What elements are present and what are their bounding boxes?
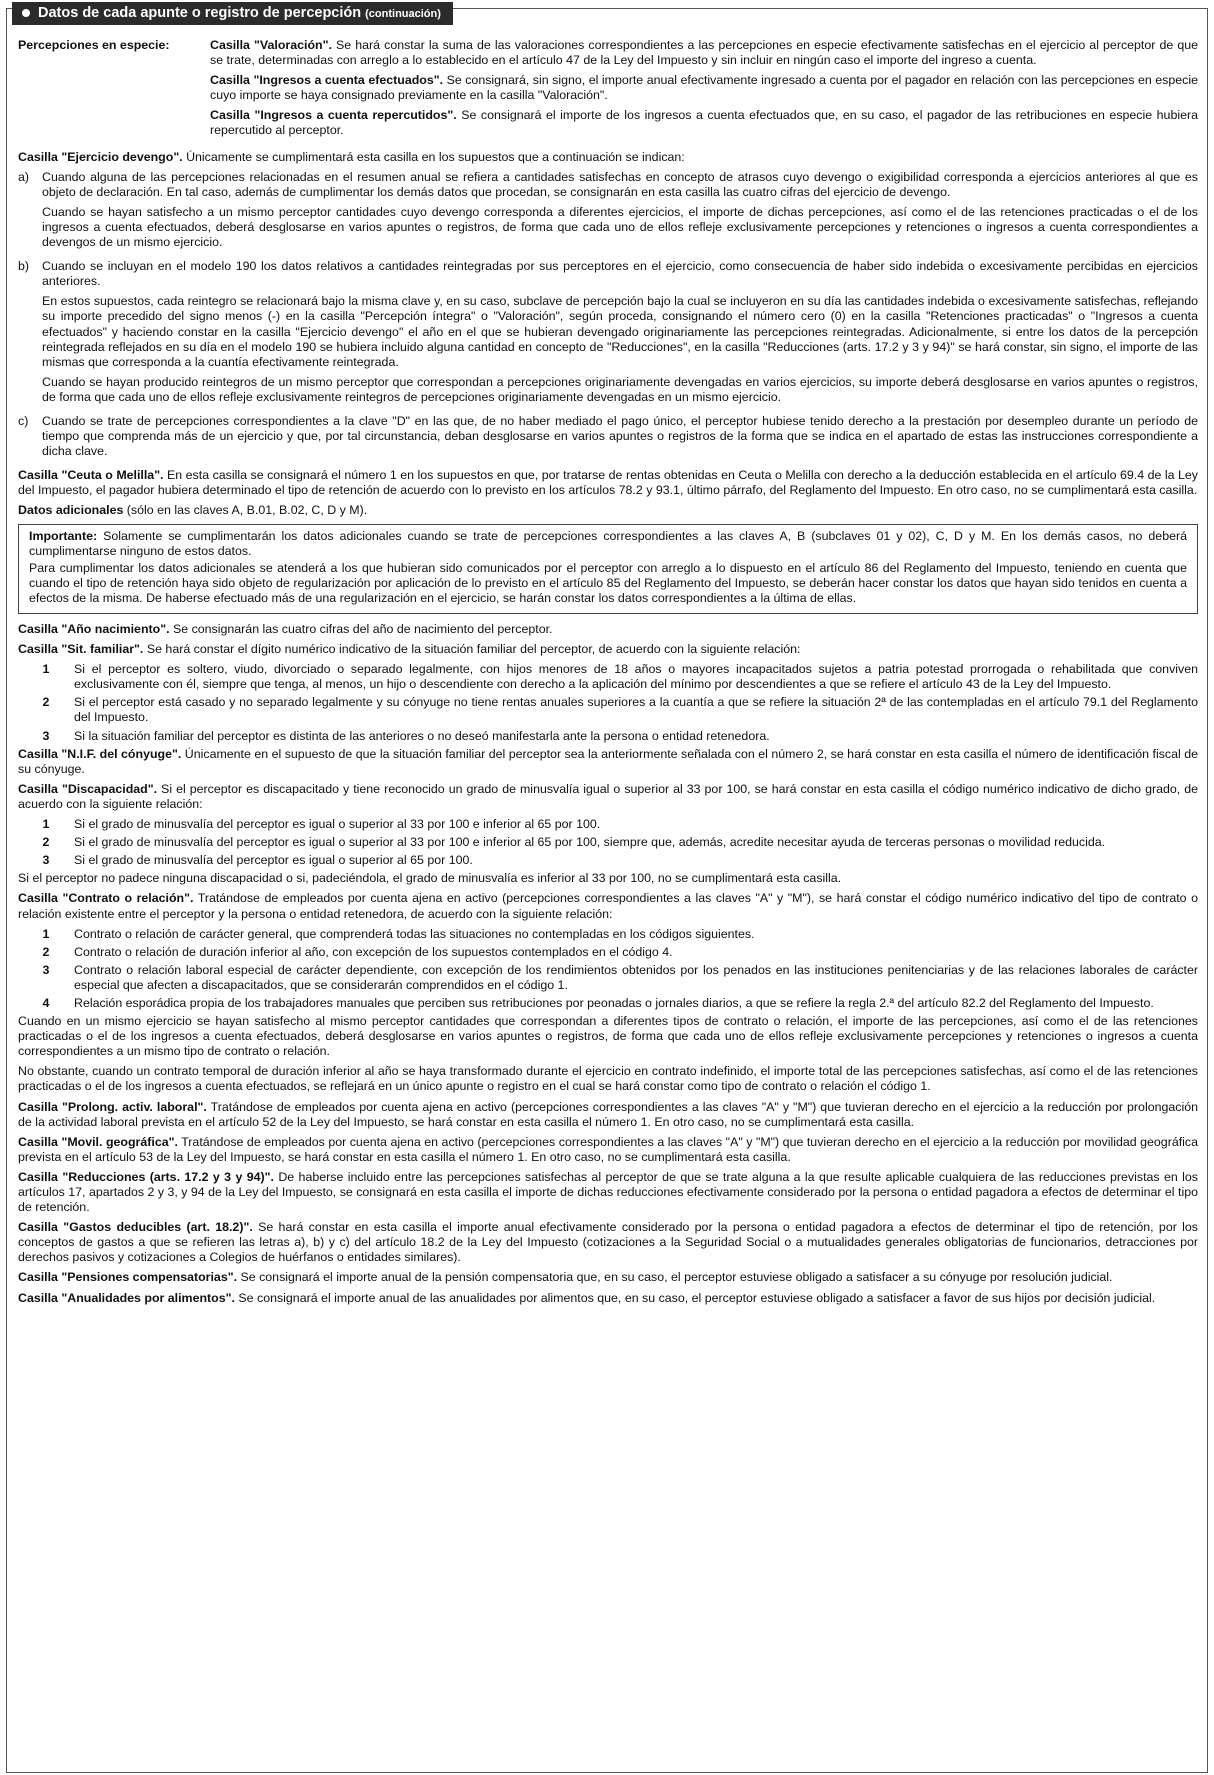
paragraph: Cuando se hayan satisfecho a un mismo perceptor cantidades cuyo devengo corresponda a diferentes ejercicios, el importe de dichas percepciones, así como el de las retenciones practicadas o el de los ingresos a cuenta efectuados, deberá desglosarse en varios apuntes o registros, de forma que cada uno de ellos refleje exclusivamente percepciones y retenciones o ingresos a cuenta correspondientes a devengos de un mismo ejercicio. xyxy=(42,204,1198,250)
especie-label: Percepciones en especie: xyxy=(18,38,170,52)
discapacidad-item xyxy=(18,817,1198,832)
especie-item xyxy=(210,108,1198,138)
casilla-ingresos-repercutidos-lead: Casilla "Ingresos a cuenta repercutidos". xyxy=(210,108,457,123)
movil-paragraph xyxy=(18,1135,1198,1165)
casilla-discapacidad-text: Si el perceptor es discapacitado y tiene reconocido un grado de minusvalía igual o superior al 33 por 100, se hará constar en esta casilla el código numérico indicativo de dicho grado, de acuerdo con la siguiente relación: xyxy=(18,781,1198,811)
contrato-intro xyxy=(18,891,1198,921)
list-marker: c) xyxy=(18,413,29,428)
list-marker: a) xyxy=(18,169,30,184)
devengo-intro xyxy=(18,150,1198,165)
discapacidad-item xyxy=(18,853,1198,868)
list-number: 2 xyxy=(42,695,50,710)
casilla-familiar-text: Se hará constar el dígito numérico indicativo de la situación familiar del perceptor, de acuerdo con la siguiente relación: xyxy=(143,642,801,657)
paragraph: En estos supuestos, cada reintegro se relacionará bajo la misma clave y, en su caso, subclave de percepción bajo la cual se incluyeron en su día las cantidades indebida o excesivamente satisfechas, reflejando su importe precedido del signo menos (-) en la casilla "Percepción íntegra" o "Valoración", según proceda, consignando el número cero (0) en la casilla "Retenciones practicadas" o "Ingresos a cuenta efectuados" y haciendo constar en la casilla "Ejercicio devengo" el año en el que se hubieran devengado originariamente las percepciones reintegradas. Adicionalmente, si entre los datos de la percepción reintegrada reflejados en su día en el modelo 190 se hubiera incluido alguna cantidad en concepto de "Reducciones", en la casilla "Reducciones (arts. 17.2 y 3 y 94)" se hará constar, sin signo, el importe de las mismas que corresponda a la cuantía efectivamente reintegrada. xyxy=(42,294,1198,369)
casilla-ceuta-lead: Casilla "Ceuta o Melilla". xyxy=(18,468,164,483)
casilla-movil-lead: Casilla "Movil. geográfica". xyxy=(18,1134,178,1149)
document-body xyxy=(18,38,1198,1311)
contrato-item xyxy=(18,963,1198,993)
casilla-gastos-text: Se hará constar en esta casilla el importe anual efectivamente considerado por la persona o entidad pagadora a efectos de determinar el tipo de retención, por los conceptos de gastos a que se refieren las letras a), b) y c) del artículo 18.2 de la Ley del Impuesto (cotizaciones a la Seguridad Social o a mutualidades generales obligatorias de funcionarios, detracciones por derechos pasivos y cotizaciones a Colegios de huérfanos o entidades similares). xyxy=(18,1220,1198,1265)
list-number: 1 xyxy=(42,926,50,941)
importante-box xyxy=(18,524,1198,614)
discapacidad-intro xyxy=(18,782,1198,812)
especie-item xyxy=(210,38,1198,68)
devengo-item-a xyxy=(18,170,1198,255)
gastos-paragraph xyxy=(18,1220,1198,1265)
section-subtitle: (continuación) xyxy=(365,8,441,20)
casilla-reducciones-text: De haberse incluido entre las percepciones satisfechas al perceptor de que se trate alguna a la que resulte aplicable cualquiera de las reducciones previstas en los artículos 17, apartados 2 y 3, y 94 de la Ley del Impuesto, se consignará en esta casilla el importe de dichas reducciones efectivamente considerado por la persona o entidad pagadora a efectos de determinar el tipo de retención. xyxy=(18,1169,1198,1215)
contrato-item xyxy=(18,996,1198,1011)
list-number: 2 xyxy=(42,944,50,959)
casilla-nacimiento-lead: Casilla "Año nacimiento". xyxy=(18,622,170,636)
list-text: Contrato o relación de carácter general, que comprenderá todas las situaciones no contempladas en los códigos siguientes. xyxy=(74,926,755,941)
casilla-valoracion-text: Se hará constar la suma de las valoraciones correspondientes a las percepciones en especie efectivamente satisfechas en el ejercicio al perceptor de que se trate, determinadas con arreglo a lo establecido en el artículo 47 de la Ley del Impuesto y sin incluir en ningún caso el importe del ingreso a cuenta. xyxy=(210,38,1199,68)
casilla-ingresos-efectuados-lead: Casilla "Ingresos a cuenta efectuados". xyxy=(210,73,444,88)
contrato-item xyxy=(18,945,1198,960)
casilla-pensiones-lead: Casilla "Pensiones compensatorias". xyxy=(18,1270,238,1285)
casilla-movil-text: Tratándose de empleados por cuenta ajena en activo (percepciones correspondientes a las claves "A" y "M") que tuvieran derecho en el ejercicio a la reducción por movilidad geográfica prevista en el artículo 53 de la Ley del Impuesto, se hará constar en esta casilla el número 1. En otro caso, no se cumplimentará esta casilla. xyxy=(18,1134,1199,1164)
list-text: Si el grado de minusvalía del perceptor es igual o superior al 33 por 100 e inferior al 65 por 100, siempre que, además, acredite necesitar ayuda de terceras personas o movilidad reducida. xyxy=(74,835,1106,850)
casilla-valoracion-lead: Casilla "Valoración". xyxy=(210,38,332,52)
familiar-item xyxy=(18,662,1198,692)
importante-lead: Importante: xyxy=(29,528,98,543)
list-number: 3 xyxy=(42,962,50,977)
casilla-nacimiento-text: Se consignarán las cuatro cifras del año de nacimiento del perceptor. xyxy=(169,622,553,636)
contrato-item xyxy=(18,927,1198,942)
list-item-body xyxy=(42,170,1198,255)
list-text: Contrato o relación laboral especial de carácter dependiente, con excepción de los rendimientos obtenidos por los penados en las instituciones penitenciarias y de las relaciones laborales de carácter especial que afecten a discapacitados, que se considerarán comprendidos en el código 1. xyxy=(74,962,1198,992)
especie-items xyxy=(210,38,1198,144)
nif-paragraph xyxy=(18,747,1198,777)
familiar-item xyxy=(18,695,1198,725)
list-marker: b) xyxy=(18,259,30,274)
importante-paragraph: Para cumplimentar los datos adicionales se atenderá a los que hubieran sido comunicados por el perceptor con arreglo a lo dispuesto en el artículo 86 del Reglamento del Impuesto, teniendo en cuenta que cuando el tipo de retención haya sido objeto de regularización por aplicación de lo previsto en el artículo 85 del Reglamento del Impuesto, se deberán hacer constar los datos que hayan sido tenidos en cuenta a efectos de la misma. De haberse efectuado más de una regularización en el ejercicio, se harán constar los datos correspondientes a la última de ellas. xyxy=(29,560,1187,605)
adicionales-heading xyxy=(18,503,1198,518)
list-number: 3 xyxy=(42,728,50,743)
casilla-ingresos-efectuados-text: Se consignará, sin signo, el importe anual efectivamente ingresado a cuenta por el pagador en relación con las percepciones en especie cuyo importe se haya consignado previamente en la casilla "Valoración". xyxy=(210,73,1198,103)
list-text: Si el perceptor es soltero, viudo, divorciado o separado legalmente, con hijos menores de 18 años o mayores incapacitados sujetos a patria potestad prorrogada o rehabilitada que conviven exclusivamente con él, siempre que tenga, al menos, un hijo o descendiente con derecho a la aplicación del mínimo por descendientes a que se refiere el artículo 43 de la Ley del Impuesto. xyxy=(74,662,1198,692)
paragraph: Cuando se hayan producido reintegros de un mismo perceptor que correspondan a percepciones originariamente devengadas en varios ejercicios, su importe deberá desglosarse en varios apuntes o registros, de forma que cada uno de ellos refleje exclusivamente reintegros de percepciones originariamente devengadas en un mismo ejercicio. xyxy=(42,374,1198,404)
casilla-devengo-text: Únicamente se cumplimentará esta casilla en los supuestos que a continuación se indican: xyxy=(182,149,685,164)
casilla-devengo-lead: Casilla "Ejercicio devengo". xyxy=(18,149,183,164)
familiar-intro xyxy=(18,642,1198,657)
datos-adicionales-text: (sólo en las claves A, B.01, B.02, C, D y M). xyxy=(123,503,368,518)
list-number: 3 xyxy=(42,853,50,868)
datos-adicionales-lead: Datos adicionales xyxy=(18,503,124,518)
list-text: Relación esporádica propia de los trabajadores manuales que perciben sus retribuciones por peonadas o jornales diarios, a que se refiere la regla 2.ª del artículo 82.2 del Reglamento del Impuesto. xyxy=(74,995,1154,1010)
devengo-item-b xyxy=(18,259,1198,410)
paragraph: Cuando se incluyan en el modelo 190 los datos relativos a cantidades reintegradas por sus perceptores en el ejercicio, como consecuencia de haber sido indebida o excesivamente percibidas en ejercicios anteriores. xyxy=(42,259,1198,289)
paragraph: Cuando se trate de percepciones correspondientes a la clave "D" en las que, de no haber mediado el pago único, el perceptor hubiese tenido derecho a la prestación por desempleo durante un período de tiempo que comprenda más de un ejercicio y que, por tal circunstancia, deban desglosarse en varios apuntes o registros de la forma que se indica en el apartado de estas las instrucciones correspondiente a dicha clave. xyxy=(42,413,1198,459)
list-text: Si la situación familiar del perceptor es distinta de las anteriores o no deseó manifestarla ante la persona o entidad retenedora. xyxy=(74,728,770,743)
casilla-ceuta-text: En esta casilla se consignará el número 1 en los supuestos en que, por tratarse de rentas obtenidas en Ceuta o Melilla con derecho a la deducción establecida en el artículo 69.4 de la Ley del Impuesto, el pagador hubiera determinado el tipo de retención de acuerdo con lo previsto en los artículos 78.2 y 93.1, último párrafo, del Reglamento del Impuesto. En otro caso, no se cumplimentará esta casilla. xyxy=(18,468,1199,498)
casilla-ingresos-repercutidos-text: Se consignará el importe de los ingresos a cuenta efectuados que, en su caso, el pagador de las retribuciones en especie hubiera repercutido al perceptor. xyxy=(210,108,1198,138)
bullet-icon xyxy=(22,9,30,17)
list-item-body xyxy=(42,414,1198,464)
prolong-paragraph xyxy=(18,1100,1198,1130)
list-text: Si el grado de minusvalía del perceptor es igual o superior al 33 por 100 e inferior al 65 por 100. xyxy=(74,817,601,832)
importante-text: Solamente se cumplimentarán los datos adicionales cuando se trate de percepciones correspondientes a las claves A, B (subclaves 01 y 02), C, D y M. En los demás casos, no deberá cumplimentarse ninguno de estos datos. xyxy=(29,528,1187,558)
contrato-note: No obstante, cuando un contrato temporal de duración inferior al año se haya transformado durante el ejercicio en contrato indefinido, el importe total de las percepciones satisfechas, así como el de las retenciones practicadas o el de los ingresos a cuenta efectuados, se reflejará en un único apunte o registro en el cual se hará constar como tipo de contrato o relación el código 1. xyxy=(18,1064,1198,1094)
casilla-prolong-lead: Casilla "Prolong. activ. laboral". xyxy=(18,1099,207,1114)
casilla-contrato-text: Tratándose de empleados por cuenta ajena en activo (percepciones correspondientes a las claves "A" y "M"), se hará constar el código numérico indicativo del tipo de contrato o relación existente entre el perceptor y la persona o entidad retenedora, de acuerdo con la siguiente relación: xyxy=(18,891,1198,921)
section-title: Datos de cada apunte o registro de percepción xyxy=(38,5,362,21)
pensiones-paragraph xyxy=(18,1270,1198,1285)
casilla-gastos-lead: Casilla "Gastos deducibles (art. 18.2)". xyxy=(18,1220,253,1235)
list-item-body xyxy=(42,259,1198,410)
paragraph: Cuando alguna de las percepciones relacionadas en el resumen anual se refiera a cantidades satisfechas en concepto de atrasos cuyo devengo o exigibilidad corresponda a ejercicios anteriores al que es objeto de declaración. En tal caso, además de cumplimentar los demás datos que procedan, se consignarán en esta casilla las cuatro cifras del ejercicio de devengo. xyxy=(42,169,1198,199)
ceuta-paragraph xyxy=(18,468,1198,498)
contrato-note: Cuando en un mismo ejercicio se hayan satisfecho al mismo perceptor cantidades que correspondan a diferentes tipos de contrato o relación, el importe de las percepciones, así como el de las retenciones practicadas o el de los ingresos a cuenta efectuados, deberá desglosarse en varios apuntes o registros, de forma que cada uno de ellos refleje exclusivamente percepciones y retenciones o ingresos a cuenta correspondientes a un mismo tipo de contrato o relación. xyxy=(18,1014,1198,1059)
list-text: Si el grado de minusvalía del perceptor es igual o superior al 65 por 100. xyxy=(74,853,473,868)
importante-paragraph xyxy=(29,529,1187,559)
list-number: 2 xyxy=(42,835,50,850)
devengo-item-c xyxy=(18,414,1198,464)
nacimiento-paragraph xyxy=(18,622,1198,637)
casilla-nif-text: Únicamente en el supuesto de que la situación familiar del perceptor sea la anteriormente señalada con el número 2, se hará constar en esta casilla el número de identificación fiscal de su cónyuge. xyxy=(18,746,1198,776)
casilla-prolong-text: Tratándose de empleados por cuenta ajena en activo (percepciones correspondientes a las claves "A" y "M") que tuvieran derecho en el ejercicio a la reducción por prolongación de la actividad laboral prevista en el artículo 52 de la Ley del Impuesto, se hará constar en esta casilla el número 1. En otro caso, no se cumplimentará esta casilla. xyxy=(18,1099,1198,1129)
casilla-nif-lead: Casilla "N.I.F. del cónyuge". xyxy=(18,746,182,761)
list-number: 1 xyxy=(42,817,50,832)
casilla-contrato-lead: Casilla "Contrato o relación". xyxy=(18,891,194,906)
casilla-anualidades-lead: Casilla "Anualidades por alimentos". xyxy=(18,1290,235,1305)
reducciones-paragraph xyxy=(18,1170,1198,1215)
discapacidad-item xyxy=(18,835,1198,850)
list-text: Si el perceptor está casado y no separado legalmente y su cónyuge no tiene rentas anuales superiores a la cuantía a que se refiere la situación 2ª de las contempladas en el artículo 79.1 del Reglamento del Impuesto. xyxy=(74,695,1198,725)
especie-block xyxy=(18,38,1198,144)
list-number: 4 xyxy=(42,995,50,1010)
anualidades-paragraph xyxy=(18,1291,1198,1306)
list-text: Contrato o relación de duración inferior al año, con excepción de los supuestos contemplados en el código 4. xyxy=(74,944,673,959)
casilla-reducciones-lead: Casilla "Reducciones (arts. 17.2 y 3 y 94)". xyxy=(18,1169,274,1184)
discapacidad-note: Si el perceptor no padece ninguna discapacidad o si, padeciéndola, el grado de minusvalía es inferior al 33 por 100, no se cumplimentará esta casilla. xyxy=(18,871,842,886)
section-header xyxy=(12,2,453,25)
especie-item xyxy=(210,73,1198,103)
familiar-item xyxy=(18,729,1198,744)
casilla-familiar-lead: Casilla "Sit. familiar". xyxy=(18,642,144,657)
casilla-anualidades-text: Se consignará el importe anual de las anualidades por alimentos que, en su caso, el perceptor estuviese obligado a satisfacer a favor de sus hijos por decisión judicial. xyxy=(234,1290,1156,1305)
casilla-pensiones-text: Se consignará el importe anual de la pensión compensatoria que, en su caso, el perceptor estuviese obligado a satisfacer a su cónyuge por resolución judicial. xyxy=(237,1270,1113,1285)
list-number: 1 xyxy=(42,662,50,677)
casilla-discapacidad-lead: Casilla "Discapacidad". xyxy=(18,781,158,796)
